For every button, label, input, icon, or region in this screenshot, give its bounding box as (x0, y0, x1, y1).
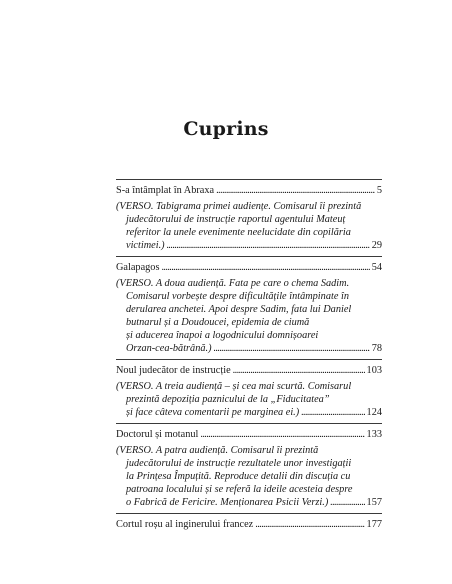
toc-entry-sub[interactable] (116, 277, 382, 359)
dot-leader (167, 239, 370, 252)
dot-leader (200, 428, 364, 441)
toc-entry-main[interactable] (116, 261, 382, 277)
divider (116, 256, 382, 257)
toc-page-number: 103 (366, 365, 382, 376)
sub-line: prezintă depoziția paznicului de la „Fiducitatea” (126, 394, 330, 405)
sub-line: și aducerea înapoi a logodnicului domnișoarei (126, 330, 319, 341)
sub-line: (VERSO. A patra audiență. Comisarul îi prezintă (116, 445, 319, 456)
dot-leader (216, 184, 375, 197)
divider (116, 423, 382, 424)
toc-entry-main[interactable] (116, 428, 382, 444)
toc-entry-label: Galapagos (116, 262, 160, 273)
toc-entry-main[interactable] (116, 184, 382, 200)
sub-line: (VERSO. A treia audiență – și cea mai scurtă. Comisarul (116, 381, 352, 392)
sub-line: referitor la unele evenimente neelucidate din copilăria (126, 227, 351, 238)
toc-page-number: 29 (371, 240, 382, 251)
divider (116, 513, 382, 514)
table-of-contents (116, 179, 382, 534)
toc-page-number: 5 (376, 185, 382, 196)
dot-leader (301, 406, 364, 419)
sub-line: butnarul și a Doudoucei, epidemia de ciumă (126, 317, 310, 328)
sub-line: derularea anchetei. Apoi despre Sadim, fata lui Daniel (126, 304, 352, 315)
toc-page-number: 54 (371, 262, 382, 273)
sub-line: judecătorului de instrucție rezultatele unor investigații (126, 458, 352, 469)
page-title: Cuprins (183, 118, 269, 140)
sub-last-line: o Fabrică de Fericire. Menționarea Psicii Verzi.) (126, 497, 329, 508)
toc-page-number: 133 (366, 429, 382, 440)
dot-leader (330, 496, 364, 509)
toc-entry-label: Cortul roșu al inginerului francez (116, 519, 254, 530)
toc-entry-main[interactable] (116, 518, 382, 534)
sub-line: judecătorului de instrucție raportul agentului Mateuț (126, 214, 346, 225)
sub-line: la Prințesa Împuțită. Reproduce detalii din discuția cu (126, 471, 351, 482)
sub-line: patroana localului și se referă la ideile acesteia despre (126, 484, 353, 495)
toc-entry-sub[interactable] (116, 444, 382, 513)
toc-entry-main[interactable] (116, 364, 382, 380)
sub-line: (VERSO. A doua audiență. Fata pe care o chema Sadim. (116, 278, 350, 289)
dot-leader (214, 342, 370, 355)
toc-page-number: 177 (366, 519, 382, 530)
sub-line: Comisarul vorbește despre dificultățile întâmpinate în (126, 291, 349, 302)
toc-entry-label: Doctorul și motanul (116, 429, 199, 440)
toc-entry-sub[interactable] (116, 200, 382, 256)
toc-entry-sub[interactable] (116, 380, 382, 423)
sub-line: (VERSO. Tabigrama primei audiențe. Comisarul îi prezintă (116, 201, 362, 212)
toc-entry-label: S-a întâmplat în Abraxa (116, 185, 215, 196)
divider (116, 359, 382, 360)
toc-page-number: 157 (366, 497, 382, 508)
toc-entry-label: Noul judecător de instrucție (116, 365, 231, 376)
dot-leader (233, 364, 365, 377)
toc-page-number: 124 (366, 407, 382, 418)
divider (116, 179, 382, 180)
toc-page-number: 78 (371, 343, 382, 354)
dot-leader (255, 518, 364, 531)
sub-last-line: Orzan-cea-bătrână.) (126, 343, 212, 354)
dot-leader (161, 261, 369, 274)
sub-last-line: victimei.) (126, 240, 165, 251)
sub-last-line: și face câteva comentarii pe marginea ei.) (126, 407, 300, 418)
